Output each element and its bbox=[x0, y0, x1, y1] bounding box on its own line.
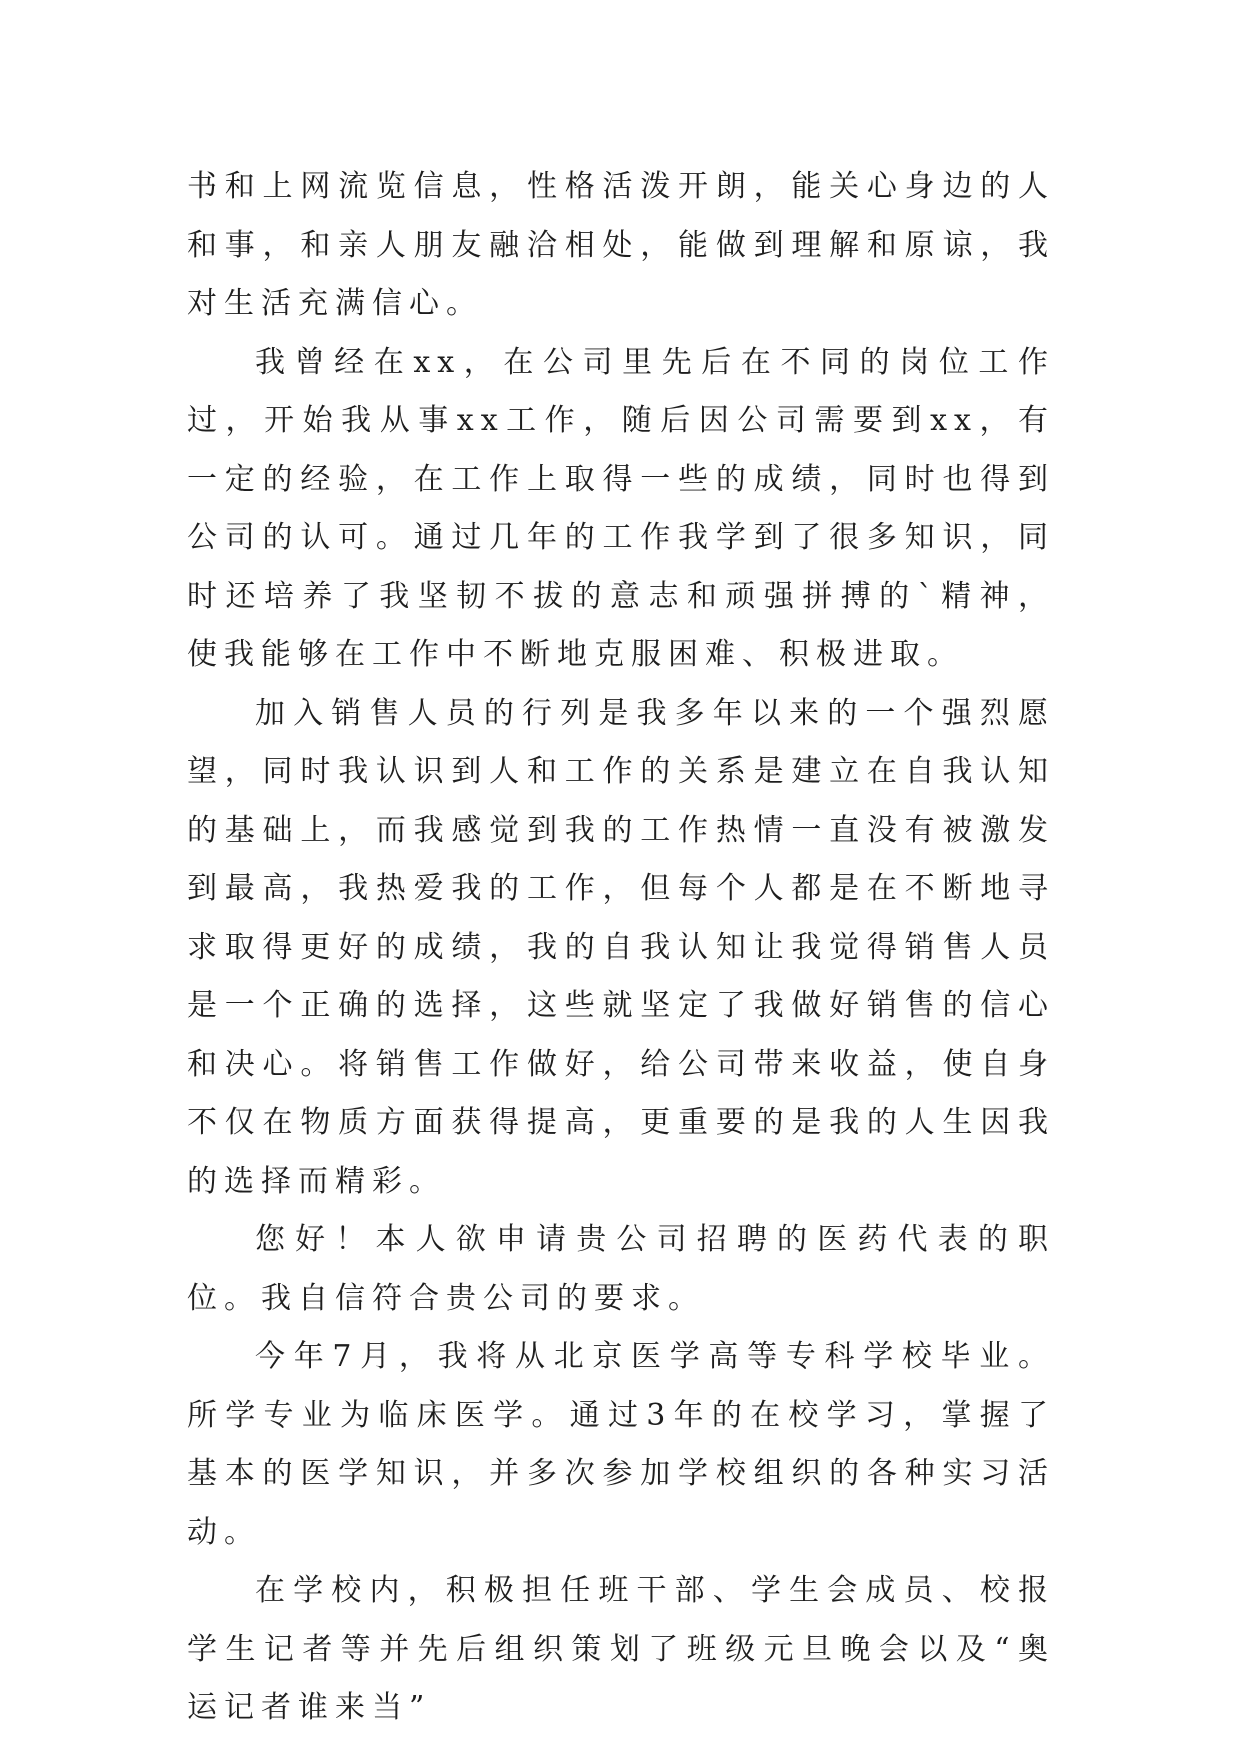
paragraph-3: 加入销售人员的行列是我多年以来的一个强烈愿望，同时我认识到人和工作的关系是建立在自我认知的基础上，而我感觉到我的工作热情一直没有被激发到最高，我热爱我的工作，但每个人都是在不断地寻求取得更好的成绩，我的自我认知让我觉得销售人员是一个正确的选择，这些就坚定了我做好销售的信心和决心。将销售工作做好，给公司带来收益，使自身不仅在物质方面获得提高，更重要的是我的人生因我的选择而精彩。 bbox=[187, 695, 1055, 1199]
paragraph-2: 我曾经在xx，在公司里先后在不同的岗位工作过，开始我从事xx工作，随后因公司需要到xx，有一定的经验，在工作上取得一些的成绩，同时也得到公司的认可。通过几年的工作我学到了很多知识，同时还培养了我坚韧不拔的意志和顽强拼搏的`精神，使我能够在工作中不断地克服困难、积极进取。 bbox=[187, 344, 1055, 672]
paragraph-4: 您好！本人欲申请贵公司招聘的医药代表的职位。我自信符合贵公司的要求。 bbox=[187, 1222, 1055, 1316]
paragraph-1: 书和上网流览信息，性格活泼开朗，能关心身边的人和事，和亲人朋友融洽相处，能做到理解和原谅，我对生活充满信心。 bbox=[187, 169, 1055, 321]
paragraph-6: 在学校内，积极担任班干部、学生会成员、校报学生记者等并先后组织策划了班级元旦晚会以及“奥运记者谁来当” bbox=[187, 1573, 1055, 1725]
document-body bbox=[187, 158, 1055, 1738]
paragraph-5: 今年7月，我将从北京医学高等专科学校毕业。所学专业为临床医学。通过3年的在校学习，掌握了基本的医学知识，并多次参加学校组织的各种实习活动。 bbox=[187, 1339, 1055, 1550]
